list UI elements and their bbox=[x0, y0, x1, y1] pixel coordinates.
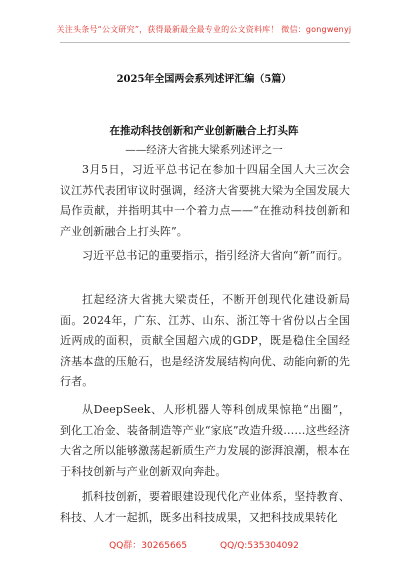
article-subtitle: ——经济大省挑大梁系列述评之一 bbox=[125, 144, 283, 156]
footer-qq-group: QQ群：30265665 bbox=[109, 541, 188, 551]
body-paragraph: 扛起经济大省挑大梁责任，不断开创现代化建设新局面。2024年，广东、江苏、山东、浙江等十省份以占全国近两成的面积，贡献全国超六成的GDP，既是稳住全国经济基本盘的压舱石，也是经济发展结构向优、动能向新的先行者。 bbox=[60, 293, 350, 389]
header-divider bbox=[60, 42, 350, 43]
document-title: 2025年全国两会系列述评汇编（5篇） bbox=[116, 74, 292, 85]
body-paragraph: 抓科技创新，要着眼建设现代化产业体系，坚持教育、科技、人才一起抓，既多出科技成果，又把科技成果转化 bbox=[60, 490, 350, 524]
body-paragraph: 习近平总书记的重要指示，指引经济大省向“新”而行。 bbox=[82, 249, 349, 262]
body-paragraph: 3月5日，习近平总书记在参加十四届全国人大三次会议江苏代表团审议时强调，经济大省要挑大梁为全国发展大局作贡献，并指明其中一个着力点——“在推动科技创新和产业创新融合上打头阵”。 bbox=[60, 163, 350, 238]
footer-qq-number: QQ/Q:535304092 bbox=[220, 541, 299, 551]
footer-contact bbox=[0, 538, 408, 551]
article-title: 在推动科技创新和产业创新融合上打头阵 bbox=[109, 125, 299, 137]
header-banner: 关注头条号“公文研究”，获得最新最全最专业的公文资料库！ 微信：gongwenyj bbox=[56, 25, 352, 34]
body-paragraph: 从DeepSeek、人形机器人等科创成果惊艳“出圈”，到化工冶金、装备制造等产业“家底”改造升级……这些经济大省之所以能够激荡起新质生产力发展的澎湃浪潮，根本在于科技创新与产业创新双向奔赴。 bbox=[60, 403, 350, 478]
